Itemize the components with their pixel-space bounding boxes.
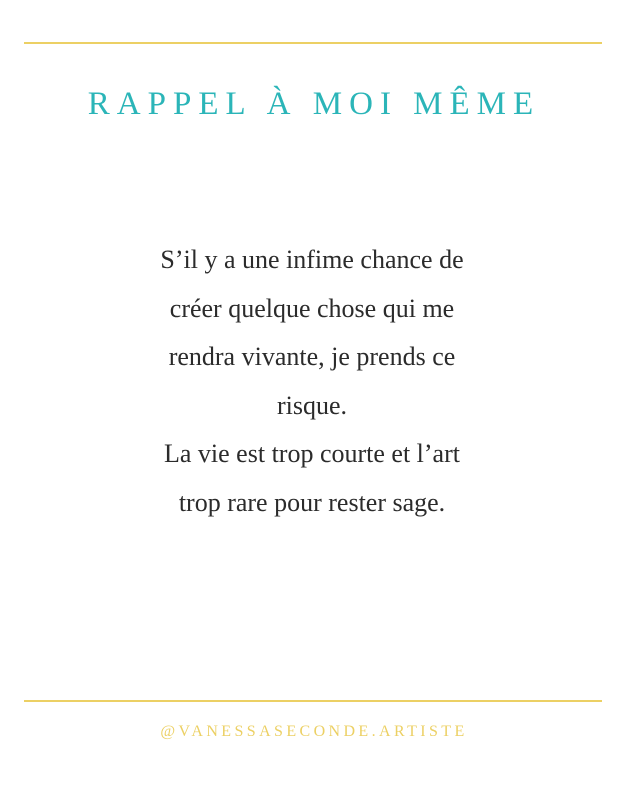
bottom-divider (24, 700, 602, 702)
quote-line: rendra vivante, je prends ce (168, 342, 456, 371)
quote-line: S’il y a une infime chance de (160, 245, 464, 274)
quote-line: risque. (276, 390, 348, 420)
top-divider (24, 42, 602, 44)
page-title: RAPPEL À MOI MÊME (87, 86, 541, 122)
social-handle: @VANESSASECONDE.ARTISTE (160, 723, 468, 740)
quote-line: créer quelque chose qui me (169, 293, 455, 323)
quote-block (60, 236, 564, 527)
quote-line: trop rare pour rester sage. (178, 487, 446, 517)
quote-line: La vie est trop courte et l’art (164, 439, 460, 468)
